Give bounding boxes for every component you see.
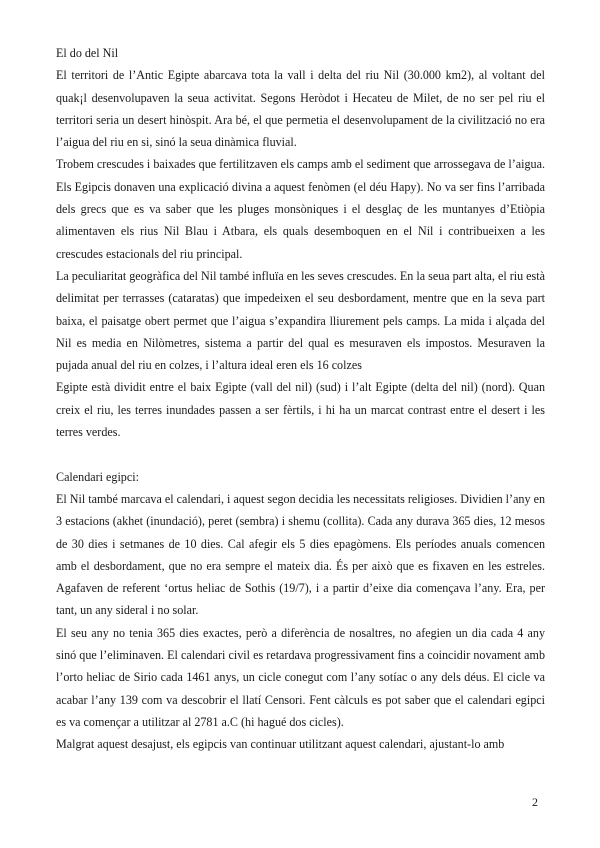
paragraph: La peculiaritat geogràfica del Nil també influïa en les seves crescudes. En la seua part alta, el riu està delimitat per terrasses (cataratas) que impedeixen el seu desbordament, mentre que en la seva part baixa, el paisatge obert permet que l’aigua s’expandira lliurement pels camps. La mida i alçada del Nil es media en Nilòmetres, sistema a partir del qual es mesuraven els impostos. Mesuraven la pujada anual del riu en colzes, i l’altura ideal eren els 16 colzes bbox=[56, 268, 545, 373]
paragraph: Trobem crescudes i baixades que fertilitzaven els camps amb el sediment que arrossegava de l’aigua. Els Egipcis donaven una explicació divina a aquest fenòmen (el déu Hapy). No va ser fins l’arribada dels grecs que es va saber que les pluges monsòniques i el desglaç de les muntanyes d’Etiòpia alimentaven els rius Nil Blau i Atbara, els quals desemboquen en el Nil i contribueixen a les crescudes estacionals del riu principal. bbox=[56, 157, 545, 261]
section-title-nile: El do del Nil bbox=[56, 46, 119, 60]
paragraph: El territori de l’Antic Egipte abarcava tota la vall i delta del riu Nil (30.000 km2), al voltant del quak¡l desenvolupaven la seua activitat. Segons Heròdot i Hecateu de Milet, de no ser pel riu el territori seria un desert hinòspit. Ara bé, el que permetia el desenvolupament de la civilització no era l’aigua del riu en si, sinó la seua dinàmica fluvial. bbox=[56, 68, 545, 150]
page-number: 2 bbox=[532, 795, 538, 809]
paragraph-spacer bbox=[56, 443, 545, 465]
paragraph: El Nil també marcava el calendari, i aquest segon decidia les necessitats religioses. Dividien l’any en 3 estacions (akhet (inundació), peret (sembra) i shemu (collita). Cada any durava 365 dies, 12 mesos de 30 dies i setmanes de 10 dies. Cal afegir els 5 dies epagòmens. Els períodes anuals comencen amb el desbordament, que no era sempre el mateix dia. És per això que es fixaven en les estreles. Agafaven de referent ‘ortus heliac de Sothis (19/7), i a partir d’eixe dia començava l’any. Era, per tant, un any sideral i no solar. bbox=[56, 491, 545, 618]
paragraph: El seu any no tenia 365 dies exactes, però a diferència de nosaltres, no afegien un dia cada 4 any sinó que l’eliminaven. El calendari civil es retardava progressivament fins a coincidir novament amb l’orto heliac de Sirio cada 1461 anys, un cicle conegut com l’any sotíac o any dels déus. El cicle va acabar l’any 139 com va descobrir el llatí Censori. Fent càlculs es pot saber que el calendari egipci es va començar a utilitzar al 2781 a.C (hi hagué dos cicles). bbox=[56, 625, 545, 729]
document-body bbox=[56, 42, 545, 756]
paragraph: Malgrat aquest desajust, els egipcis van continuar utilitzant aquest calendari, ajustant-lo amb bbox=[56, 737, 505, 752]
section-title-calendar: Calendari egipci: bbox=[56, 469, 139, 484]
paragraph: Egipte està dividit entre el baix Egipte (vall del nil) (sud) i l’alt Egipte (delta del nil) (nord). Quan creix el riu, les terres inundades passen a ser fèrtils, i hi ha un marcat contrast entre el desert i les terres verdes. bbox=[56, 380, 545, 440]
